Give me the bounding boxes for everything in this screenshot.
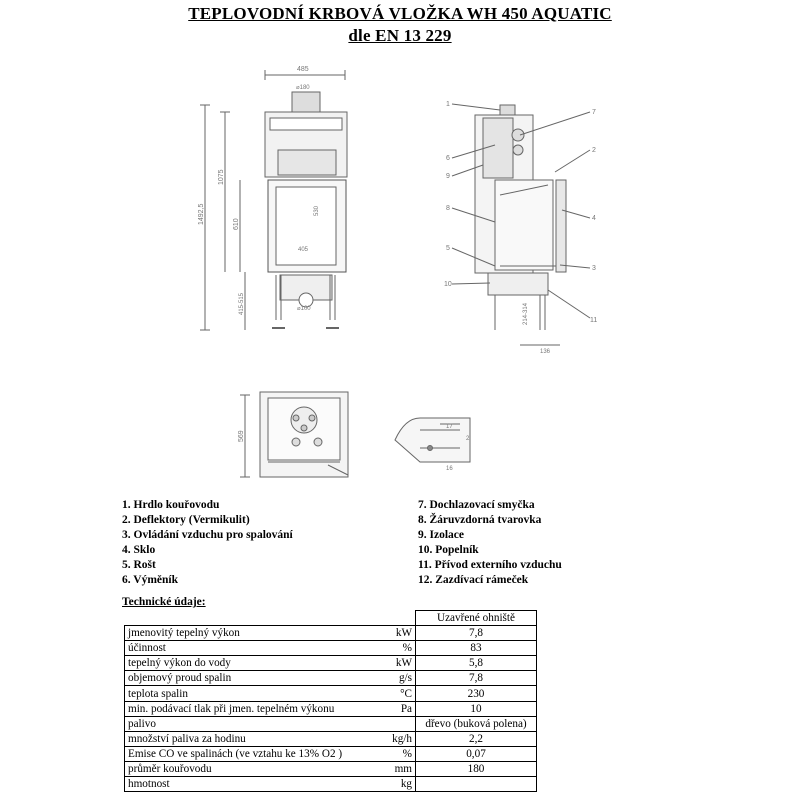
value-cell: 10 (416, 701, 537, 716)
unit-cell: mm (381, 761, 416, 776)
callout-10: 10 (444, 281, 452, 288)
value-cell: 5,8 (416, 656, 537, 671)
param-cell: množství paliva za hodinu (125, 731, 382, 746)
param-cell: průměr kouřovodu (125, 761, 382, 776)
dim-air-inlet: ⌀100 (297, 306, 311, 312)
legend-right (418, 498, 562, 588)
legend-item: 9. Izolace (418, 529, 464, 541)
param-cell: palivo (125, 716, 382, 731)
dim-leg-side: 214-314 (523, 302, 529, 325)
table-row (125, 656, 537, 671)
table-row (125, 731, 537, 746)
dim-detail-a: 17 (446, 424, 453, 430)
table-header-row (125, 611, 537, 626)
value-cell: 180 (416, 761, 537, 776)
param-cell: Emise CO ve spalinách (ve vztahu ke 13% O2 ) (125, 746, 382, 761)
unit-cell: kg (381, 777, 416, 792)
unit-cell: g/s (381, 671, 416, 686)
header-blank (381, 611, 416, 626)
legend-item: 7. Dochlazovací smyčka (418, 499, 535, 511)
value-cell: dřevo (buková polena) (416, 716, 537, 731)
legend-item: 2. Deflektory (Vermikulit) (122, 514, 250, 526)
unit-cell: % (381, 641, 416, 656)
unit-cell: Pa (381, 701, 416, 716)
value-cell: 7,8 (416, 671, 537, 686)
legend-item: 3. Ovládání vzduchu pro spalování (122, 529, 293, 541)
legend-item: 6. Výměník (122, 574, 179, 586)
column-header: Uzavřené ohniště (416, 611, 537, 626)
callout-11: 11 (590, 317, 598, 324)
callout-8: 8 (446, 205, 450, 212)
legend-item: 8. Žáruvzdorná tvarovka (418, 514, 542, 526)
unit-cell: % (381, 746, 416, 761)
top-view (238, 392, 348, 477)
dim-height-door: 610 (233, 218, 240, 230)
param-cell: tepelný výkon do vody (125, 656, 382, 671)
param-cell: jmenovitý tepelný výkon (125, 626, 382, 641)
legend-item: 11. Přívod externího vzduchu (418, 559, 562, 571)
dim-base-side: 136 (540, 349, 551, 355)
header-blank (125, 611, 382, 626)
unit-cell: kW (381, 656, 416, 671)
value-cell (416, 777, 537, 792)
callout-5: 5 (446, 245, 450, 252)
dim-detail-c: 16 (446, 466, 453, 472)
param-cell: teplota spalin (125, 686, 382, 701)
param-cell: min. podávací tlak při jmen. tepelném výkonu (125, 701, 382, 716)
value-cell: 2,2 (416, 731, 537, 746)
dim-detail-b: 2 (466, 436, 470, 442)
callout-7: 7 (592, 109, 596, 116)
table-row (125, 761, 537, 776)
legend-item: 12. Zazdívací rámeček (418, 574, 529, 586)
callout-1: 1 (446, 101, 450, 108)
legend-item: 4. Sklo (122, 544, 156, 556)
callout-3: 3 (592, 265, 596, 272)
dim-height-total: 1492,5 (198, 203, 205, 225)
table-row (125, 626, 537, 641)
unit-cell: kg/h (381, 731, 416, 746)
dim-height-body: 1075 (218, 169, 225, 185)
callout-2: 2 (592, 147, 596, 154)
dim-height-glass: 530 (314, 205, 320, 216)
value-cell: 83 (416, 641, 537, 656)
dim-width-top: 485 (297, 66, 309, 73)
legend-item: 1. Hrdlo kouřovodu (122, 499, 220, 511)
unit-cell (381, 716, 416, 731)
callout-4: 4 (592, 215, 596, 222)
legend-item: 5. Rošt (122, 559, 156, 571)
value-cell: 230 (416, 686, 537, 701)
dim-flue: ⌀180 (296, 85, 310, 91)
dim-width-glass: 405 (298, 247, 309, 253)
technical-table (124, 610, 537, 792)
table-row (125, 671, 537, 686)
unit-cell: kW (381, 626, 416, 641)
param-cell: objemový proud spalin (125, 671, 382, 686)
callout-6: 6 (446, 155, 450, 162)
front-view (198, 66, 347, 330)
legend-item: 10. Popelník (418, 544, 479, 556)
param-cell: hmotnost (125, 777, 382, 792)
technical-heading: Technické údaje: (122, 596, 206, 608)
table-row (125, 746, 537, 761)
table-row (125, 641, 537, 656)
dim-depth: 569 (238, 430, 245, 442)
side-view (444, 101, 597, 355)
table-row (125, 686, 537, 701)
table-row (125, 701, 537, 716)
table-row (125, 777, 537, 792)
dim-legs: 415-515 (239, 292, 245, 315)
table-row (125, 716, 537, 731)
value-cell: 7,8 (416, 626, 537, 641)
value-cell: 0,07 (416, 746, 537, 761)
legend-left (122, 498, 293, 588)
unit-cell: °C (381, 686, 416, 701)
document-subtitle: dle EN 13 229 (348, 26, 452, 45)
param-cell: účinnost (125, 641, 382, 656)
callout-9: 9 (446, 173, 450, 180)
detail-view (395, 418, 470, 472)
document-title: TEPLOVODNÍ KRBOVÁ VLOŽKA WH 450 AQUATIC (188, 4, 612, 23)
